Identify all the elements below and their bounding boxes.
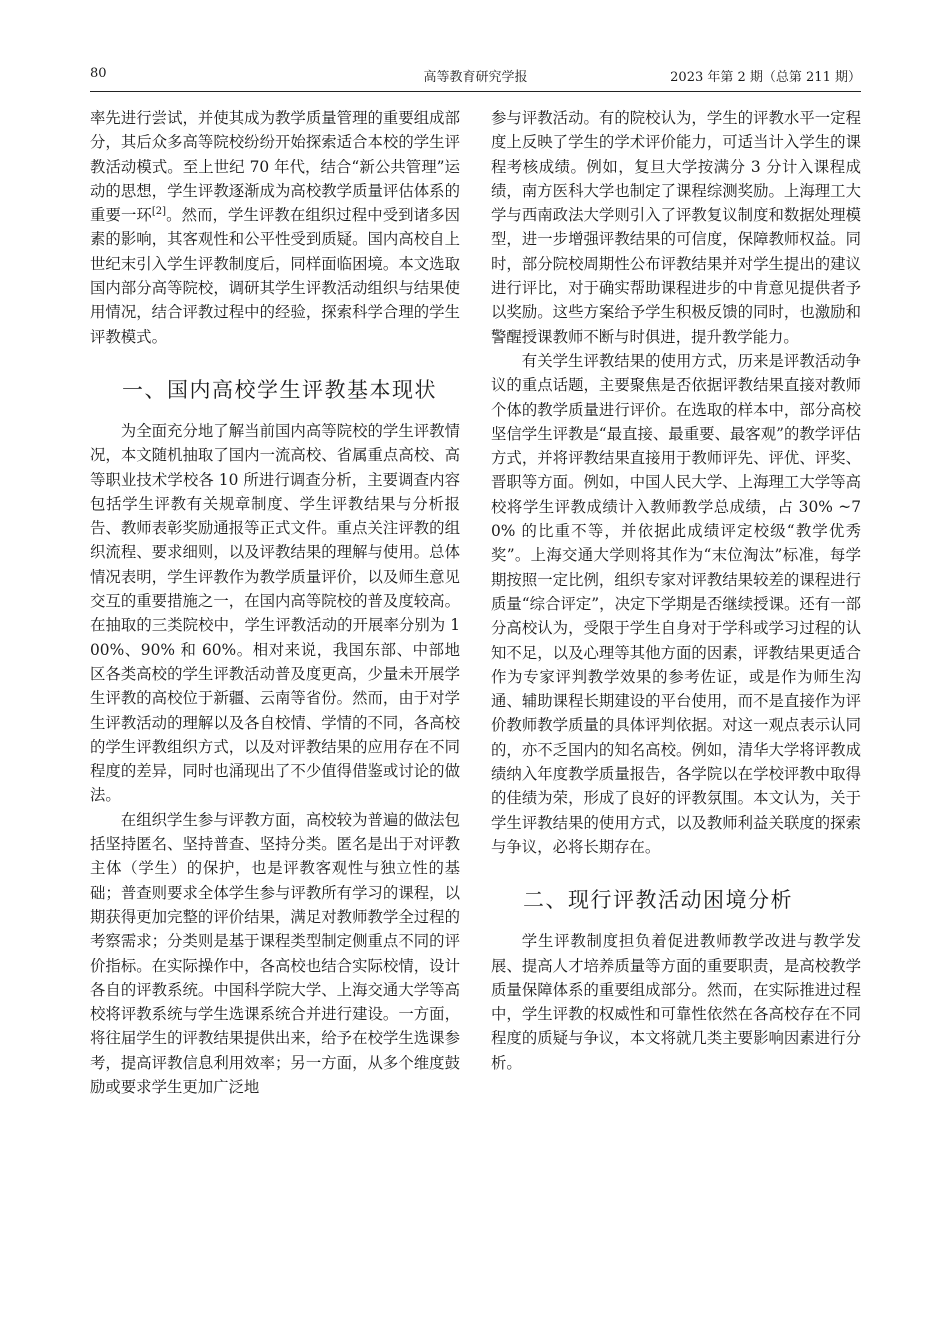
right-column: [491, 106, 861, 1075]
header-rule: [90, 91, 861, 92]
issue-info: 2023 年第 2 期（总第 211 期）: [670, 70, 861, 85]
paragraph: 在组织学生参与评教方面，高校较为普遍的做法包括坚持匿名、坚持普查、坚持分类。匿名是出于对评教主体（学生）的保护，也是评教客观性与独立性的基础；普查则要求全体学生参与评教所有学习的课程，以期获得更加完整的评价结果，满足对教师教学全过程的考察需求；分类则是基于课程类型制定侧重点不同的评价指标。在实际操作中，各高校也结合实际校情，设计各自的评教系统。中国科学院大学、上海交通大学等高校将评教系统与学生选课系统合并进行建设。一方面，将往届学生的评教结果提供出来，给予在校学生选课参考，提高评教信息利用效率；另一方面，从多个维度鼓励或要求学生更加广泛地: [90, 810, 460, 1096]
paragraph-continued: [90, 106, 460, 349]
section-heading-1: 一、国内高校学生评教基本现状: [122, 377, 437, 402]
paragraph: 有关学生评教结果的使用方式，历来是评教活动争议的重点话题，主要聚焦是否依据评教结果直接对教师个体的教学质量进行评价。在选取的样本中，部分高校坚信学生评教是“最直接、最重要、最客观”的教学评估方式，并将评教结果直接用于教师评先、评优、评奖、晋职等方面。例如，中国人民大学、上海理工大学等高校将学生评教成绩计入教师教学总成绩，占 30% ~70% 的比重不等，并依据此成绩评定校级“教学优秀奖”。上海交通大学则将其作为“末位淘汰”标准，每学期按照一定比例，组织专家对评教结果较差的课程进行质量“综合评定”，决定下学期是否继续授课。还有一部分高校认为，受限于学生自身对于学科或学习过程的认知不足，以及心理等其他方面的因素，评教结果更适合作为专家评判教学效果的参考佐证，或是作为师生沟通、辅助课程长期建设的平台使用，而不是直接作为评价教师教学质量的具体评判依据。对这一观点表示认同的，亦不乏国内的知名高校。例如，清华大学将评教成绩纳入年度教学质量报告，各学院以在学校评教中取得的佳绩为荣，形成了良好的评教氛围。本文认为，关于学生评教结果的使用方式，以及教师利益关联度的探索与争议，必将长期存在。: [491, 351, 861, 856]
paragraph-continued: 参与评教活动。有的院校认为，学生的评教水平一定程度上反映了学生的学术评价能力，可适当计入学生的课程考核成绩。例如，复旦大学按满分 3 分计入课程成绩，南方医科大学也制定了课程综测奖励。上海理工大学与西南政法大学则引入了评教复议制度和数据处理模型，进一步增强评教结果的可信度，保障教师权益。同时，部分院校周期性公布评教结果并对学生提出的建议进行评比，对于确实帮助课程进步的中肯意见提供者予以奖励。这些方案给予学生积极反馈的同时，也激励和警醒授课教师不断与时俱进，提升教学能力。: [491, 109, 861, 346]
journal-title: 高等教育研究学报: [423, 70, 528, 85]
section-heading-2: 二、现行评教活动困境分析: [523, 888, 793, 913]
paragraph-text: 率先进行尝试，并使其成为教学质量管理的重要组成部分，其后众多高等院校纷纷开始探索适合本校的学生评教活动模式。至上世纪 70 年代，结合“新公共管理”运动的思想，学生评教逐渐成为高校教学质量评估体系的重要一环: [90, 109, 460, 225]
paragraph: 学生评教制度担负着促进教师教学改进与教学发展、提高人才培养质量等方面的重要职责，是高校教学质量保障体系的重要组成部分。然而，在实际推进过程中，学生评教的权威性和可靠性依然在各高校存在不同程度的质疑与争议，本文将就几类主要影响因素进行分析。: [491, 932, 861, 1072]
citation-ref: [2]: [151, 206, 167, 218]
left-column: [90, 106, 460, 1099]
paragraph-text: 。然而，学生评教在组织过程中受到诸多因素的影响，其客观性和公平性受到质疑。国内高校自上世纪末引入学生评教制度后，同样面临困境。本文选取国内部分高等院校，调研其学生评教活动组织与结果使用情况，结合评教过程中的经验，探索科学合理的学生评教模式。: [90, 206, 460, 346]
page-number: 80: [90, 66, 107, 81]
running-header: [90, 66, 861, 90]
paragraph: 为全面充分地了解当前国内高等院校的学生评教情况，本文随机抽取了国内一流高校、省属重点高校、高等职业技术学校各 10 所进行调查分析，主要调查内容包括学生评教有关规章制度、学生评教结果与分析报告、教师表彰奖励通报等正式文件。重点关注评教的组织流程、要求细则，以及评教结果的理解与使用。总体情况表明，学生评教作为教学质量评价，以及师生意见交互的重要措施之一，在国内高等院校的普及度较高。在抽取的三类院校中，学生评教活动的开展率分别为 100%、90% 和 60%。相对来说，我国东部、中部地区各类高校的学生评教活动普及度更高，少量未开展学生评教的高校位于新疆、云南等省份。然而，由于对学生评教活动的理解以及各自校情、学情的不同，各高校的学生评教组织方式，以及对评教结果的应用存在不同程度的差异，同时也涌现出了不少值得借鉴或讨论的做法。: [90, 421, 460, 805]
